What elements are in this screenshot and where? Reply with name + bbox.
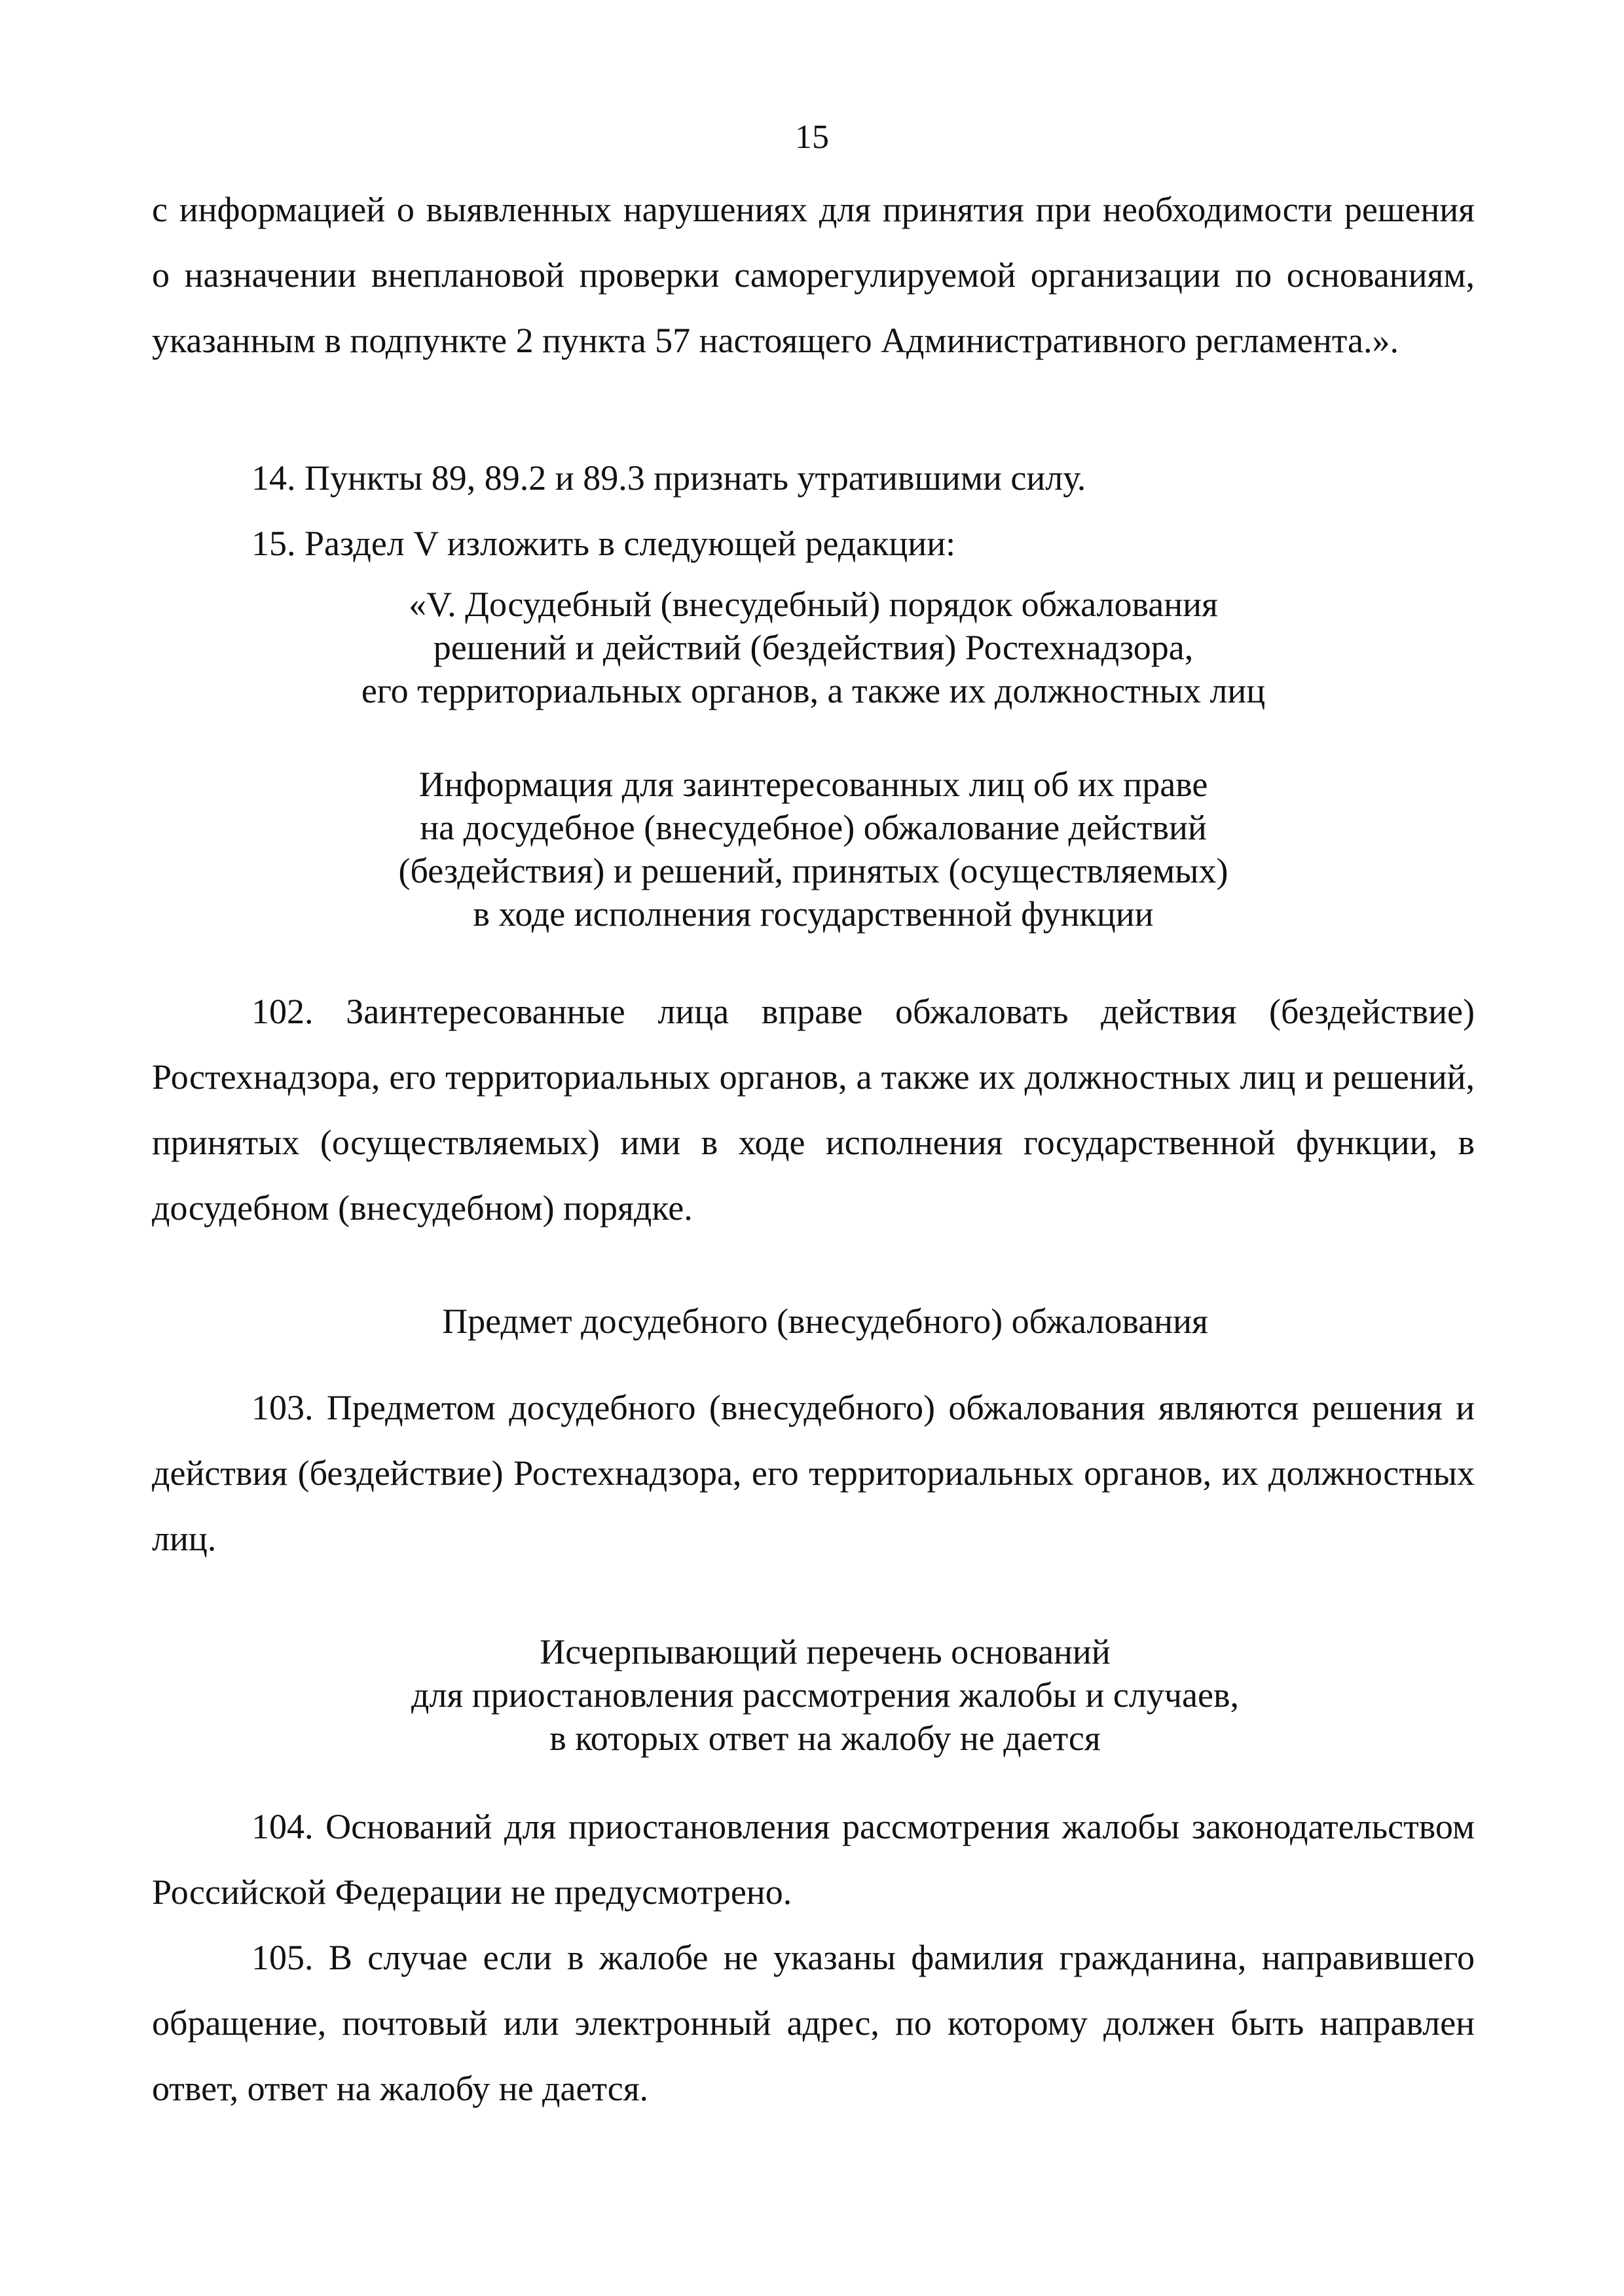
paragraph-continuation: с информацией о выявленных нарушениях для принятия при необходимости решения о назначении внеплановой проверки саморегулируемой организации по основаниям, указанным в подпункте 2 пункта 57 настоящего Административного регламента.». bbox=[152, 190, 1475, 360]
heading-line: его территориальных органов, а также их должностных лиц bbox=[361, 671, 1266, 710]
heading-line: Предмет досудебного (внесудебного) обжалования bbox=[442, 1302, 1208, 1341]
heading-line: (бездействия) и решений, принятых (осуществляемых) bbox=[398, 851, 1228, 890]
page-number: 15 bbox=[795, 118, 829, 156]
heading-line: «V. Досудебный (внесудебный) порядок обжалования bbox=[409, 585, 1218, 624]
heading-line: решений и действий (бездействия) Ростехнадзора, bbox=[433, 628, 1194, 667]
heading-grounds bbox=[164, 1630, 1486, 1760]
heading-line: Информация для заинтересованных лиц об их праве bbox=[418, 765, 1208, 804]
paragraph-102: 102. Заинтересованные лица вправе обжаловать действия (бездействие) Ростехнадзора, его территориальных органов, а также их должностных лиц и решений, принятых (осуществляемых) ими в ходе исполнения государственной функции, в досудебном (внесудебном) порядке. bbox=[152, 992, 1475, 1228]
heading-info-rights bbox=[152, 763, 1475, 936]
heading-line: для приостановления рассмотрения жалобы и случаев, bbox=[411, 1675, 1239, 1715]
paragraph-104: 104. Оснований для приостановления рассмотрения жалобы законодательством Российской Федерации не предусмотрено. bbox=[152, 1807, 1475, 1912]
paragraph-105: 105. В случае если в жалобе не указаны фамилия гражданина, направившего обращение, почтовый или электронный адрес, по которому должен быть направлен ответ, ответ на жалобу не дается. bbox=[152, 1938, 1475, 2108]
heading-line: в ходе исполнения государственной функции bbox=[473, 894, 1154, 934]
heading-line: в которых ответ на жалобу не дается bbox=[549, 1719, 1101, 1758]
heading-line: Исчерпывающий перечень оснований bbox=[540, 1632, 1111, 1671]
heading-line: на досудебное (внесудебное) обжалование действий bbox=[420, 808, 1207, 847]
heading-section-v bbox=[152, 583, 1475, 712]
paragraph-15: 15. Раздел V изложить в следующей редакции: bbox=[251, 524, 956, 563]
paragraph-14: 14. Пункты 89, 89.2 и 89.3 признать утратившими силу. bbox=[251, 458, 1086, 498]
heading-subject bbox=[164, 1300, 1486, 1343]
paragraph-103: 103. Предметом досудебного (внесудебного) обжалования являются решения и действия (бездействие) Ростехнадзора, его территориальных органов, их должностных лиц. bbox=[152, 1388, 1475, 1558]
